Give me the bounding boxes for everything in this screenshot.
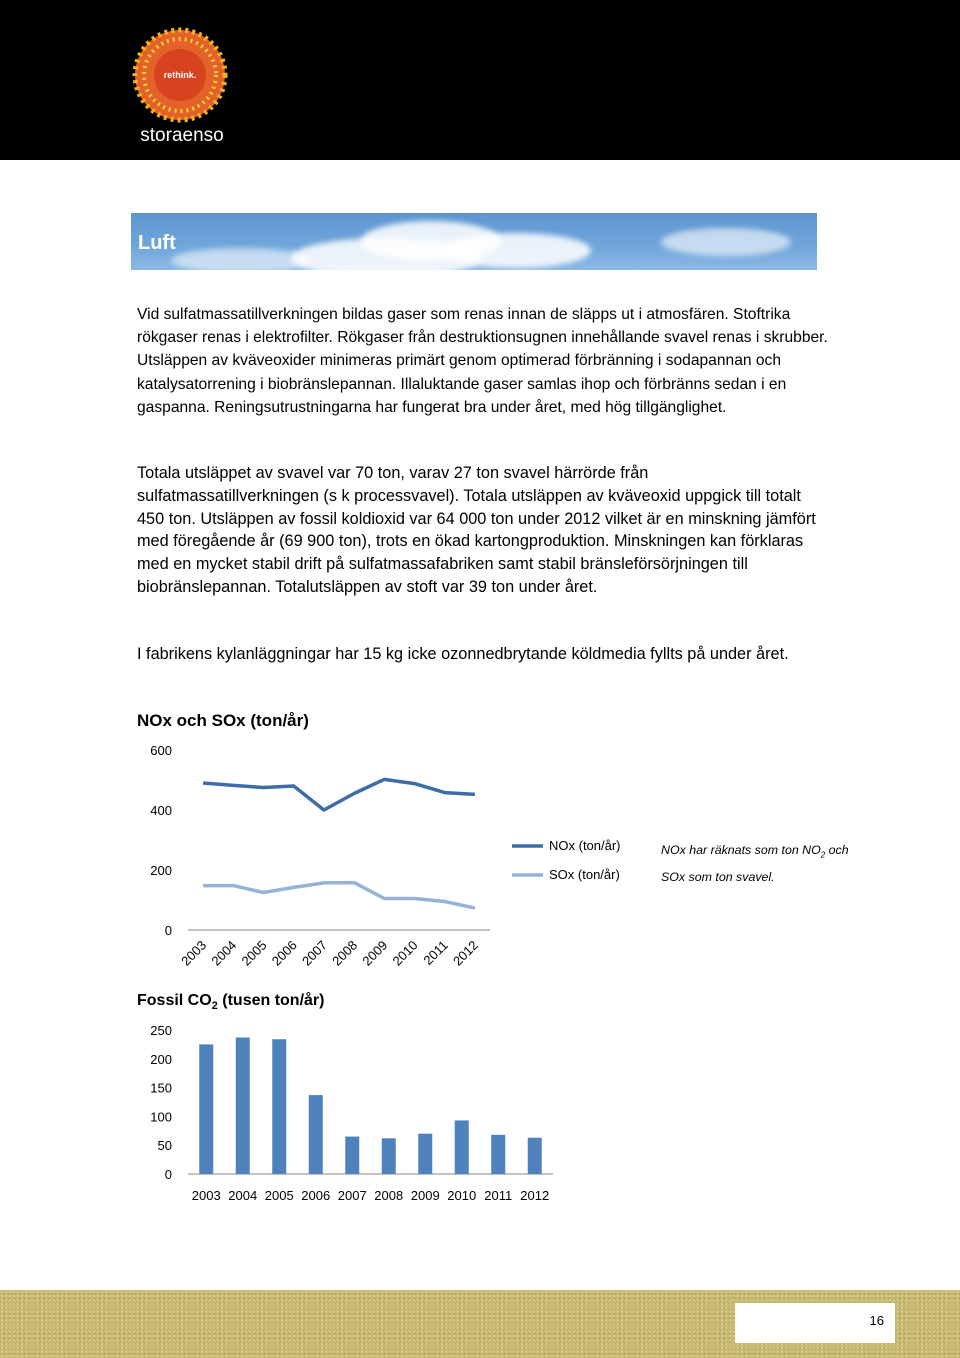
x-tick-label: 2011 xyxy=(420,937,451,968)
x-tick-label: 2008 xyxy=(329,937,361,969)
x-tick-label: 2011 xyxy=(484,1188,513,1203)
paragraph-2: Totala utsläppet av svavel var 70 ton, varav 27 ton svavel härrörde från sulfatmassatillverkningen (s k processvavel). Totala utsläppen av kväveoxid uppgick till totalt 450 ton. Utsläppen av fossil koldioxid var 64 000 ton under 2012 vilket är en minskning jämfört med föregående år (69 900 ton), trots en ökad kartongproduktion. Minskningen kan förklaras med en mycket stabil drift på sulfatmassafabriken samt stabil bränsleförsörjningen till biobränslepannan. Totalutsläppen av stoft var 39 ton under året. xyxy=(137,464,816,596)
paragraph-3: I fabrikens kylanläggningar har 15 kg icke ozonnedbrytande köldmedia fyllts på under året. xyxy=(137,645,789,663)
bar-2008 xyxy=(382,1138,396,1174)
note-line-1: NOx har räknats som ton $NO_2$ och xyxy=(661,843,849,860)
y-tick-label: 150 xyxy=(150,1080,172,1096)
y-tick-label: 200 xyxy=(150,863,172,878)
section-banner xyxy=(131,213,817,270)
nox-sox-chart-title: NOx och SOx (ton/år) xyxy=(137,711,309,730)
y-tick-label: 50 xyxy=(157,1138,172,1154)
bar-2005 xyxy=(272,1039,286,1174)
y-tick-label: 200 xyxy=(150,1051,172,1067)
storaenso-logo xyxy=(120,20,240,148)
section-title: Luft xyxy=(138,232,176,254)
x-tick-label: 2003 xyxy=(178,937,210,969)
y-tick-label: 400 xyxy=(150,803,172,818)
y-tick-label: 0 xyxy=(164,1167,172,1182)
x-tick-label: 2004 xyxy=(208,937,240,969)
page-header xyxy=(0,0,960,160)
y-tick-label: 600 xyxy=(150,743,172,758)
x-tick-label: 2009 xyxy=(359,937,391,969)
legend-label-sox: SOx (ton/år) xyxy=(549,867,620,882)
y-tick-label: 0 xyxy=(164,923,172,938)
logo-brand: storaenso xyxy=(140,125,224,146)
x-tick-label: 2007 xyxy=(298,937,331,969)
legend-label-nox: NOx (ton/år) xyxy=(549,838,621,853)
bar-2010 xyxy=(455,1120,469,1174)
x-tick-label: 2008 xyxy=(374,1188,404,1203)
bar-2011 xyxy=(491,1135,505,1174)
page-number-box xyxy=(735,1303,895,1343)
bar-2007 xyxy=(345,1137,359,1174)
x-tick-label: 2012 xyxy=(520,1188,550,1203)
bar-2003 xyxy=(199,1044,213,1174)
bar-2009 xyxy=(418,1134,432,1174)
series-line-nox xyxy=(203,779,475,810)
x-tick-label: 2003 xyxy=(191,1188,221,1203)
bar-2012 xyxy=(528,1138,542,1174)
x-tick-label: 2006 xyxy=(268,937,300,969)
x-tick-label: 2012 xyxy=(449,937,482,969)
x-tick-label: 2005 xyxy=(264,1188,294,1203)
series-line-sox xyxy=(203,883,475,909)
note-line-2: SOx som ton svavel. xyxy=(661,870,775,885)
bar-2004 xyxy=(236,1037,250,1174)
x-tick-label: 2004 xyxy=(228,1188,258,1203)
x-tick-label: 2010 xyxy=(447,1188,477,1203)
x-tick-label: 2005 xyxy=(238,937,270,969)
page-number: 16 xyxy=(869,1313,884,1328)
bar-2006 xyxy=(309,1095,323,1174)
nox-sox-line-chart xyxy=(120,735,640,985)
chart-note xyxy=(661,839,871,888)
x-tick-label: 2010 xyxy=(389,937,421,969)
y-tick-label: 250 xyxy=(150,1023,172,1038)
co2-bar-chart xyxy=(120,1018,580,1218)
paragraph-1: Vid sulfatmassatillverkningen bildas gaser som renas innan de släpps ut i atmosfären. Stoftrika rökgaser renas i elektrofilter. Rökgaser från destruktionsugnen innehållande svavel renas i skrubber. Utsläppen av kväveoxider minimeras primärt genom optimerad förbränning i sodapannan och katalysatorrening i biobränslepannan. Illaluktande gaser samlas ihop och förbränns sedan i en gaspanna. Reningsutrustningarna har fungerat bra under året, med hög tillgänglighet. xyxy=(137,306,828,416)
x-tick-label: 2009 xyxy=(410,1188,440,1203)
y-tick-label: 100 xyxy=(150,1109,172,1125)
logo-tagline: rethink. xyxy=(163,70,197,80)
x-tick-label: 2006 xyxy=(301,1188,331,1203)
x-tick-label: 2007 xyxy=(337,1188,367,1203)
co2-chart-title: Fossil $CO_2$ (tusen ton/år) xyxy=(137,992,325,1013)
